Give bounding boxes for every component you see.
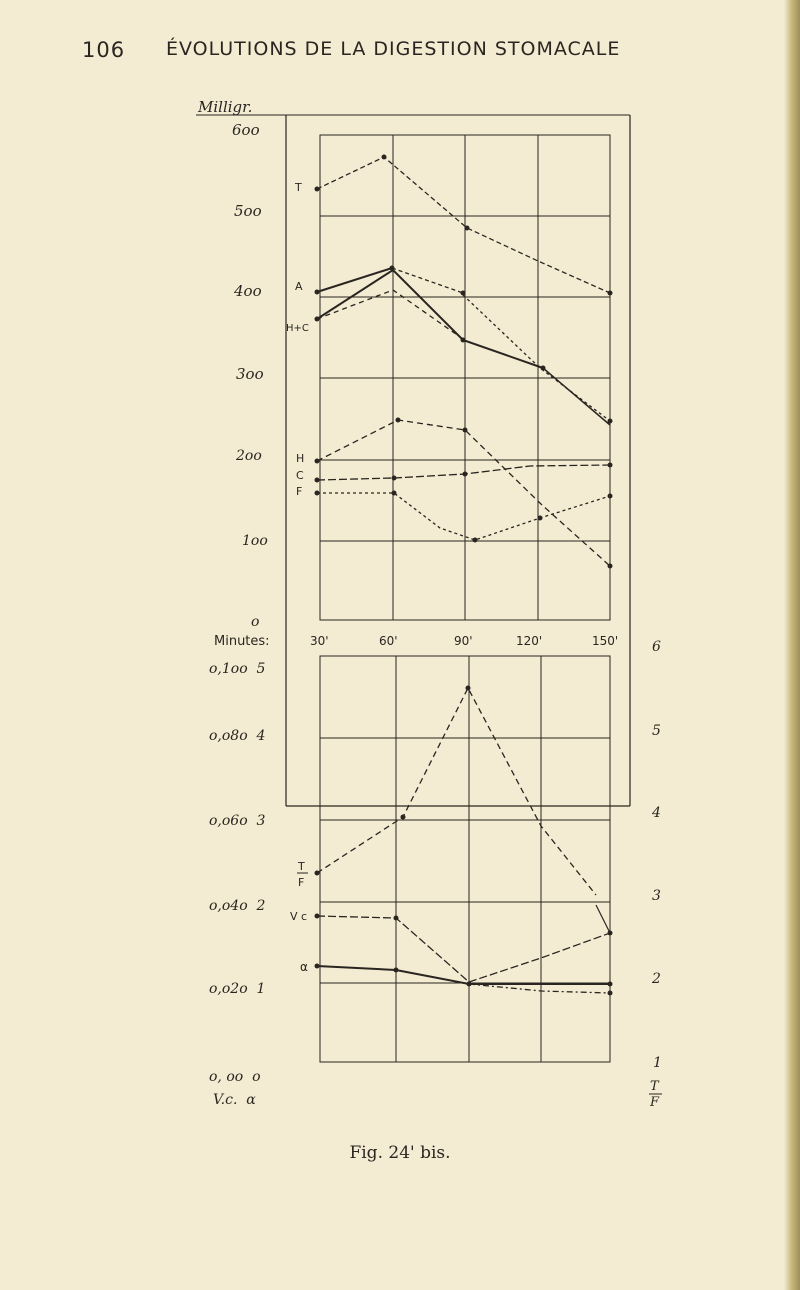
lower-curves — [317, 688, 610, 993]
top-axis-tick: 1oo — [242, 533, 268, 549]
minutes-label: Minutes: — [214, 634, 270, 649]
upper-grid — [320, 135, 610, 620]
bottom-left-tick: o,o8o 4 — [209, 728, 266, 744]
right-axis-tick: 6 — [652, 639, 661, 655]
bottom-left-tick: o,o4o 2 — [209, 898, 266, 914]
right-axis-tick: 3 — [652, 888, 661, 904]
upper-markers — [315, 155, 613, 569]
lower-markers — [315, 686, 613, 996]
top-axis-tick: o — [251, 614, 260, 630]
time-tick: 150' — [592, 634, 619, 648]
figure-caption: Fig. 24' bis. — [349, 1143, 451, 1163]
bottom-left-tick: o, oo o — [209, 1069, 261, 1085]
curve-F — [317, 493, 610, 540]
top-axis-tick: 4oo — [234, 282, 262, 300]
curve-HC — [317, 270, 543, 368]
curve-Vc-end — [596, 905, 610, 933]
curve-label-HC: H+C — [286, 323, 309, 334]
curve-A — [317, 268, 392, 292]
lower-label-F: F — [298, 876, 305, 889]
time-tick: 30' — [310, 634, 329, 648]
curve-label-F: F — [296, 485, 303, 498]
curve-label-C: C — [296, 469, 304, 482]
top-axis-tick: 5oo — [234, 202, 262, 220]
curve-label-A: A — [295, 280, 303, 293]
upper-curves — [317, 157, 610, 566]
curve-alpha — [317, 966, 610, 984]
right-axis-tick: 2 — [652, 971, 661, 987]
page-edge — [784, 0, 800, 1290]
bottom-left-tick: o,1oo 5 — [209, 661, 266, 677]
time-tick: 120' — [516, 634, 543, 648]
curve-label-T: T — [295, 181, 302, 194]
bottom-left-tick: o,o6o 3 — [209, 813, 266, 829]
curve-T — [317, 157, 610, 293]
right-fraction-bottom: F — [650, 1095, 660, 1110]
curve-HC-desc — [543, 368, 610, 425]
time-tick: 90' — [454, 634, 473, 648]
curve-A-desc — [463, 295, 610, 421]
bottom-left-tick: o,o2o 1 — [209, 981, 266, 997]
lower-label-T: T — [298, 860, 305, 873]
top-axis-tick: 2oo — [236, 448, 262, 464]
curve-TF — [317, 688, 596, 895]
top-axis-tick: 3oo — [236, 365, 264, 383]
time-tick: 60' — [379, 634, 398, 648]
lower-label-Vc: V c — [290, 910, 308, 923]
right-axis-tick: 5 — [652, 723, 661, 739]
running-title: ÉVOLUTIONS DE LA DIGESTION STOMACALE — [166, 38, 621, 60]
curve-label-H: H — [296, 452, 305, 465]
curve-Vc — [317, 916, 610, 982]
curve-alpha-dash — [469, 984, 610, 993]
right-fraction-top: T — [650, 1079, 659, 1094]
right-axis-tick: 4 — [652, 805, 661, 821]
bottom-left-footer: V.c. α — [213, 1092, 256, 1108]
page-number: 106 — [82, 38, 126, 62]
top-axis-tick: 6oo — [232, 121, 260, 139]
right-axis-tick: 1 — [653, 1055, 662, 1071]
unit-label: Milligr. — [198, 98, 253, 116]
lower-label-alpha: α — [300, 960, 308, 974]
